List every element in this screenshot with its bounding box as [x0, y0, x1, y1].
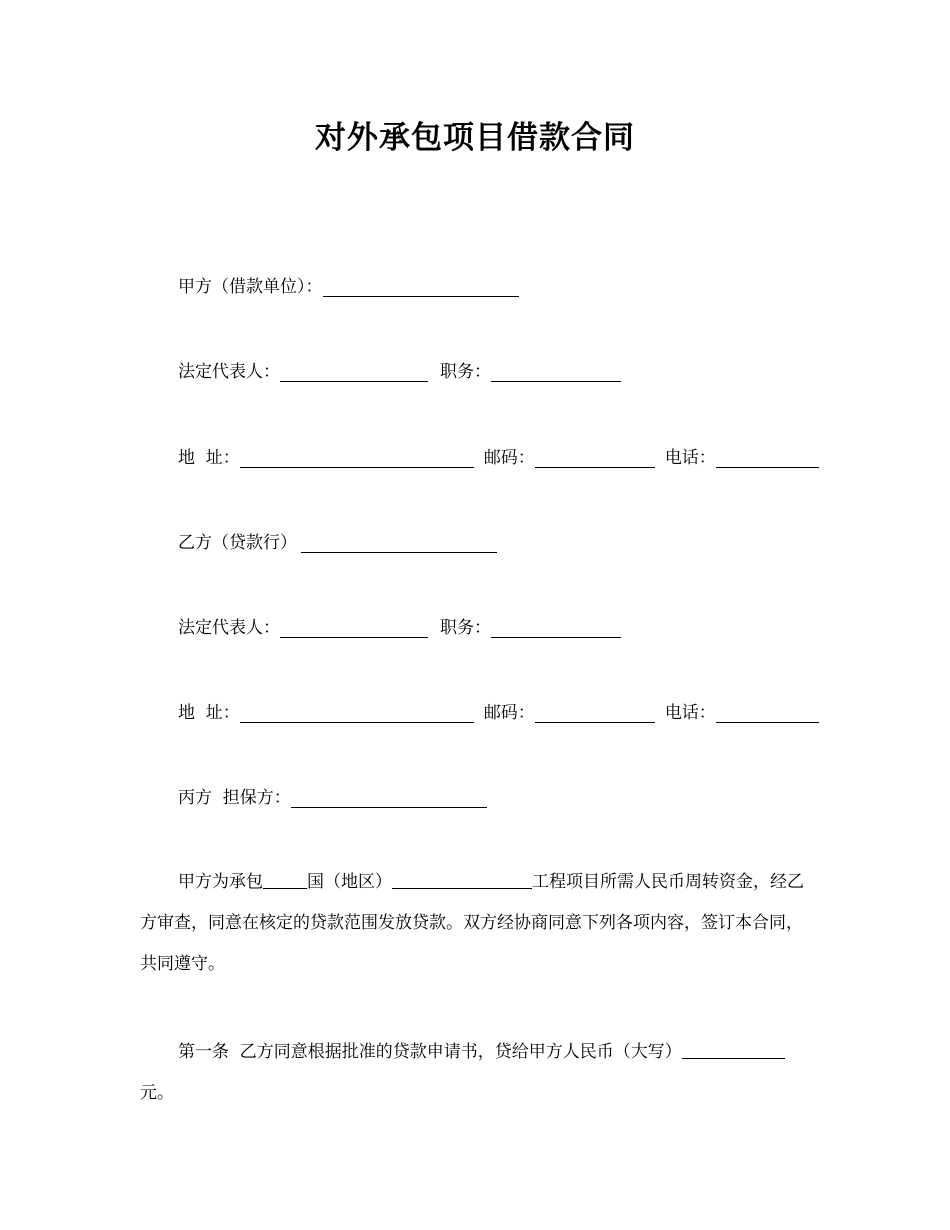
party-c-line [178, 784, 487, 808]
party-b-label: 乙方（贷款行） [178, 533, 297, 553]
party-c-label: 丙方 担保方： [178, 788, 291, 808]
party-b-name-blank[interactable] [301, 533, 497, 553]
party-a-rep-line [178, 358, 621, 382]
country-blank[interactable] [263, 871, 307, 889]
party-a-position-label: 职务： [440, 362, 491, 382]
party-a-position-blank[interactable] [491, 362, 621, 382]
party-c-name-blank[interactable] [291, 788, 487, 808]
party-b-position-blank[interactable] [491, 618, 621, 638]
project-blank[interactable] [392, 871, 532, 889]
party-a-postcode-blank[interactable] [535, 448, 655, 468]
article-1-paragraph [140, 1032, 812, 1114]
party-b-address-line [178, 699, 819, 723]
party-b-position-label: 职务： [440, 618, 491, 638]
party-a-postcode-label: 邮码： [483, 448, 535, 468]
party-b-address-label: 地 址： [178, 703, 240, 723]
intro-part2: 国（地区） [307, 872, 392, 892]
party-b-postcode-blank[interactable] [535, 703, 655, 723]
loan-amount-blank[interactable] [682, 1041, 785, 1059]
article-1-part2: 元。 [140, 1083, 174, 1103]
party-b-rep-line [178, 614, 621, 638]
party-b-postcode-label: 邮码： [483, 703, 535, 723]
party-a-phone-label: 电话： [664, 448, 716, 468]
document-title: 对外承包项目借款合同 [315, 120, 635, 156]
party-a-name-blank[interactable] [323, 277, 519, 297]
article-1-part1: 第一条 乙方同意根据批准的贷款申请书，贷给甲方人民币（大写） [178, 1042, 682, 1062]
party-a-address-line [178, 444, 819, 468]
intro-paragraph [140, 862, 812, 985]
intro-part3: 工程项目所需人民币周转资金，经乙方审查，同意在核定的贷款范围发放贷款。双方经协商同意下列各项内容，签订本合同，共同遵守。 [140, 872, 804, 974]
party-a-address-blank[interactable] [240, 448, 474, 468]
party-a-label: 甲方（借款单位）： [178, 277, 323, 297]
party-b-phone-blank[interactable] [716, 703, 819, 723]
party-a-address-label: 地 址： [178, 448, 240, 468]
party-b-address-blank[interactable] [240, 703, 474, 723]
party-a-phone-blank[interactable] [716, 448, 819, 468]
party-a-rep-label: 法定代表人： [178, 362, 280, 382]
party-b-line [178, 529, 497, 553]
party-a-line [178, 273, 519, 297]
party-a-rep-blank[interactable] [280, 362, 428, 382]
intro-part1: 甲方为承包 [178, 872, 263, 892]
party-b-phone-label: 电话： [664, 703, 716, 723]
party-b-rep-label: 法定代表人： [178, 618, 280, 638]
party-b-rep-blank[interactable] [280, 618, 428, 638]
